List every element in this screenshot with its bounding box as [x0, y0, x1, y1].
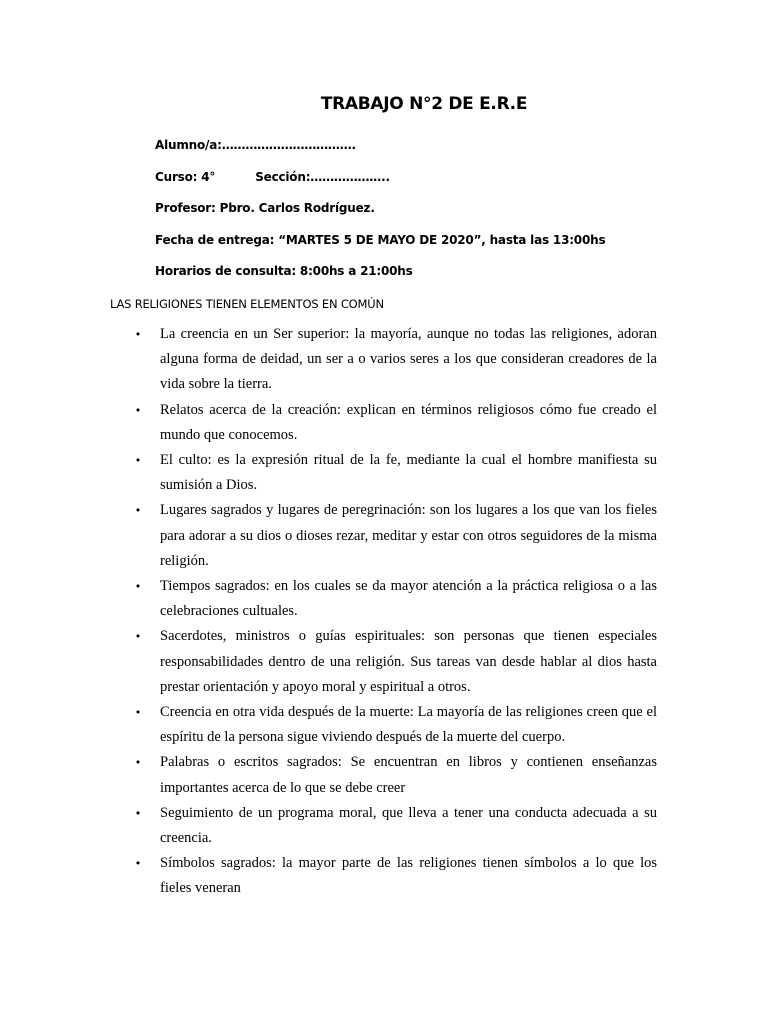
list-item-text: Seguimiento de un programa moral, que lleva a tener una conducta adecuada a su creencia. — [160, 804, 657, 847]
bullet-icon: • — [134, 756, 142, 770]
list-item — [133, 700, 657, 750]
bullet-icon: • — [134, 403, 142, 417]
bullet-icon: • — [134, 504, 142, 518]
horarios-consulta-field: Horarios de consulta: 8:00hs a 21:00hs — [155, 264, 413, 278]
list-item-text: Lugares sagrados y lugares de peregrinación: son los lugares a los que van los fieles para adorar a su dios o dioses rezar, meditar y estar con otros seguidores de la misma religión. — [160, 502, 657, 569]
list-item — [133, 801, 657, 851]
list-item — [133, 750, 657, 800]
list-item-text: Relatos acerca de la creación: explican en términos religiosos cómo fue creado el mundo que conocemos. — [160, 401, 657, 443]
bullet-icon: • — [134, 706, 142, 720]
bullet-icon: • — [134, 454, 142, 468]
list-item — [133, 574, 657, 624]
curso-seccion-row — [155, 170, 390, 184]
list-item-text: El culto: es la expresión ritual de la fe, mediante la cual el hombre manifiesta su sumisión a Dios. — [160, 452, 657, 494]
fecha-entrega-field: Fecha de entrega: “MARTES 5 DE MAYO DE 2020”, hasta las 13:00hs — [155, 233, 606, 247]
list-item — [133, 448, 657, 498]
list-item-text: Símbolos sagrados: la mayor parte de las religiones tienen símbolos a lo que los fieles veneran — [160, 855, 657, 897]
seccion-field: Sección:……………….. — [255, 170, 390, 184]
alumno-field: Alumno/a:……………………………. — [155, 138, 356, 152]
bullet-icon: • — [134, 328, 142, 341]
list-item — [133, 624, 657, 700]
common-elements-list — [133, 322, 657, 902]
list-item-text: Sacerdotes, ministros o guías espirituales: son personas que tienen especiales responsabilidades dentro de una religión. Sus tareas van desde hablar al dios hasta prestar orientación y apoyo moral y espiritual a otros. — [160, 628, 657, 695]
list-item — [133, 322, 657, 398]
bullet-icon: • — [134, 580, 142, 594]
list-item-text: Palabras o escritos sagrados: Se encuentran en libros y contienen enseñanzas importantes acerca de lo que se debe creer — [160, 754, 657, 796]
bullet-icon: • — [134, 630, 142, 644]
bullet-icon: • — [134, 806, 142, 820]
list-item — [133, 851, 657, 901]
list-item-text: Tiempos sagrados: en los cuales se da mayor atención a la práctica religiosa o a las celebraciones cultuales. — [160, 578, 657, 620]
list-item — [133, 398, 657, 448]
bullet-icon: • — [134, 857, 142, 871]
list-item-text: Creencia en otra vida después de la muerte: La mayoría de las religiones creen que el espíritu de la persona sigue viviendo después de la muerte del cuerpo. — [160, 704, 657, 746]
curso-field: Curso: 4° — [155, 170, 216, 184]
document-title: TRABAJO N°2 DE E.R.E — [320, 94, 528, 114]
section-heading: LAS RELIGIONES TIENEN ELEMENTOS EN COMÚN — [110, 297, 384, 311]
list-item — [133, 498, 657, 574]
profesor-field: Profesor: Pbro. Carlos Rodríguez. — [155, 201, 375, 215]
list-item-text: La creencia en un Ser superior: la mayoría, aunque no todas las religiones, adoran alguna forma de deidad, un ser a o varios seres a los que consideran creadores de la vida sobre la tierra. — [160, 326, 657, 393]
